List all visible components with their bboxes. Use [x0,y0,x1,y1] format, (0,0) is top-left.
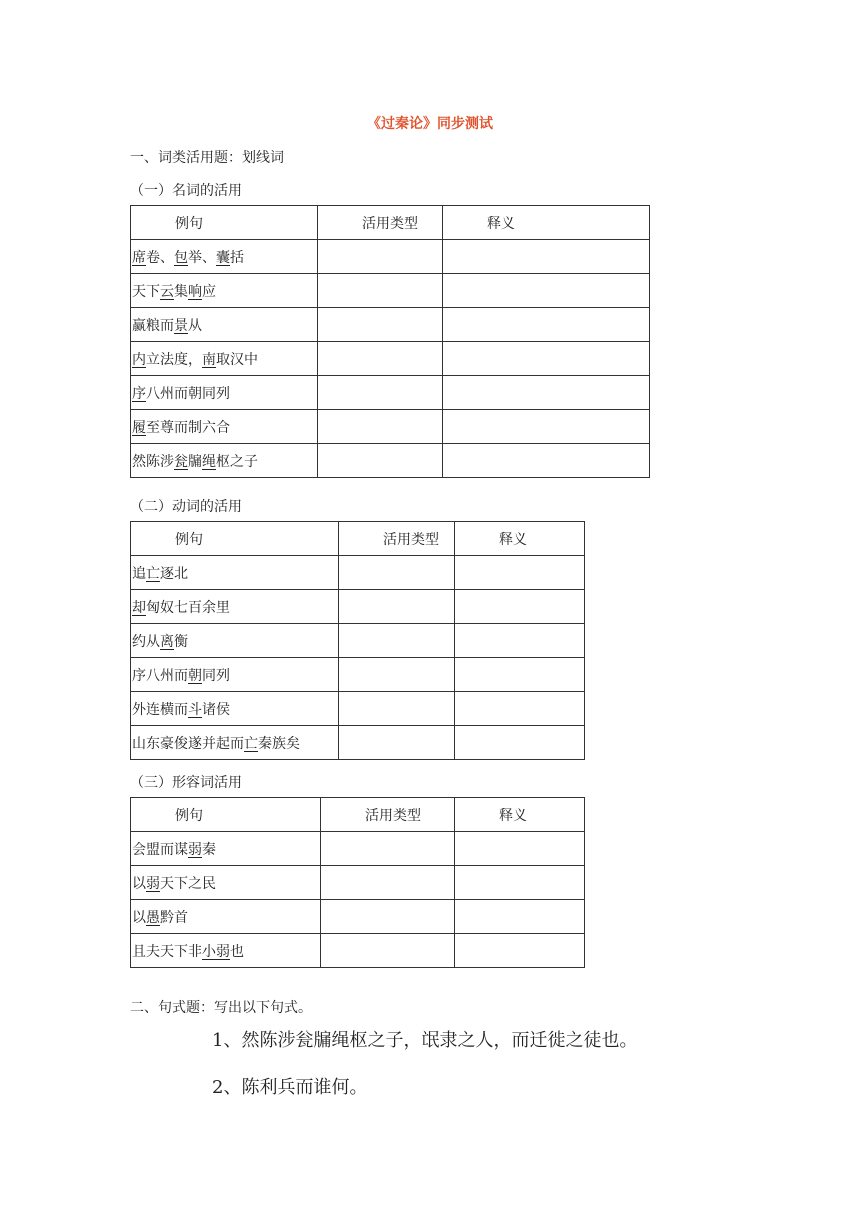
underlined-word: 斗 [188,701,202,718]
example-text: 至尊而制六合 [146,419,230,436]
example-text: 同列 [202,667,230,684]
type-cell[interactable] [318,376,443,410]
type-cell[interactable] [339,590,455,624]
example-cell [131,900,321,934]
underlined-word: 绳 [202,453,216,470]
example-text: 以 [132,875,146,892]
underlined-word: 云 [160,283,174,300]
example-cell [131,556,339,590]
table-row [131,624,585,658]
underlined-word: 序 [132,385,146,402]
header-type: 活用类型 [321,798,455,832]
table-row [131,342,650,376]
example-text: 集 [174,283,188,300]
type-cell[interactable] [339,692,455,726]
example-text: 外连横而 [132,701,188,718]
underlined-word: 囊 [216,249,230,266]
example-text: 以 [132,909,146,926]
example-text: 会盟而谋 [132,841,188,858]
underlined-word: 瓮 [174,453,188,470]
header-meaning: 释义 [455,798,585,832]
table-header-row [131,206,650,240]
underlined-word: 景 [174,317,188,334]
example-text: 从 [188,317,202,334]
example-text: 八州而朝同列 [146,385,230,402]
header-meaning: 释义 [455,522,585,556]
meaning-cell[interactable] [443,240,650,274]
meaning-cell[interactable] [455,832,585,866]
underlined-word: 席 [132,249,146,266]
meaning-cell[interactable] [455,866,585,900]
example-text: 括 [230,249,244,266]
table-row [131,866,585,900]
underlined-word: 南 [202,351,216,368]
example-cell [131,832,321,866]
example-cell [131,866,321,900]
verb-usage-table [130,521,585,760]
type-cell[interactable] [318,444,443,478]
table-row [131,658,585,692]
meaning-cell[interactable] [443,274,650,308]
example-text: 逐北 [160,565,188,582]
sentence-2: 2、陈利兵而谁何。 [212,1077,368,1098]
example-cell [131,692,339,726]
underlined-word: 履 [132,419,146,436]
example-cell [131,376,318,410]
header-meaning: 释义 [443,206,650,240]
table-header-row [131,522,585,556]
example-cell [131,590,339,624]
underlined-word: 包 [174,249,188,266]
type-cell[interactable] [321,900,455,934]
meaning-cell[interactable] [455,590,585,624]
example-text: 匈奴七百余里 [146,599,230,616]
section2-heading: 二、句式题：写出以下句式。 [130,1000,312,1016]
part3-label: （三）形容词活用 [130,775,242,791]
table-row [131,410,650,444]
table-row [131,376,650,410]
table-header-row [131,798,585,832]
example-text: 应 [202,283,216,300]
underlined-word: 离 [160,633,174,650]
example-text: 立法度， [146,351,202,368]
header-example: 例句 [131,522,339,556]
example-text: 且夫天下非 [132,943,202,960]
table-row [131,274,650,308]
underlined-word: 弱 [146,875,160,892]
type-cell[interactable] [318,342,443,376]
table-row [131,590,585,624]
example-text: 枢之子 [216,453,258,470]
underlined-word: 却 [132,599,146,616]
example-cell [131,410,318,444]
meaning-cell[interactable] [455,726,585,760]
table-row [131,832,585,866]
example-text: 然陈涉 [132,453,174,470]
type-cell[interactable] [318,410,443,444]
part2-label: （二）动词的活用 [130,499,242,515]
underlined-word: 亡 [244,735,258,752]
type-cell[interactable] [339,556,455,590]
type-cell[interactable] [339,624,455,658]
underlined-word: 小弱 [202,943,230,960]
meaning-cell[interactable] [443,308,650,342]
example-cell [131,624,339,658]
example-text: 黔首 [160,909,188,926]
example-cell [131,240,318,274]
example-cell [131,658,339,692]
header-example: 例句 [131,206,318,240]
meaning-cell[interactable] [455,624,585,658]
noun-usage-table [130,205,650,478]
header-type: 活用类型 [318,206,443,240]
underlined-word: 朝 [188,667,202,684]
example-text: 衡 [174,633,188,650]
table-row [131,444,650,478]
type-cell[interactable] [318,240,443,274]
table-row [131,934,585,968]
type-cell[interactable] [321,934,455,968]
type-cell[interactable] [321,866,455,900]
underlined-word: 愚 [146,909,160,926]
underlined-word: 内 [132,351,146,368]
type-cell[interactable] [318,308,443,342]
example-text: 赢粮而 [132,317,174,334]
example-text: 追 [132,565,146,582]
table-row [131,240,650,274]
meaning-cell[interactable] [443,342,650,376]
example-text: 秦族矣 [258,735,300,752]
table-row [131,556,585,590]
meaning-cell[interactable] [455,556,585,590]
table-row [131,900,585,934]
type-cell[interactable] [318,274,443,308]
meaning-cell[interactable] [443,410,650,444]
example-text: 天下 [132,283,160,300]
table-row [131,726,585,760]
meaning-cell[interactable] [455,934,585,968]
header-type: 活用类型 [339,522,455,556]
sentence-1: 1、然陈涉瓮牖绳枢之子，氓隶之人，而迁徙之徒也。 [212,1030,638,1051]
underlined-word: 亡 [146,565,160,582]
adjective-usage-table [130,797,585,968]
example-text: 诸侯 [202,701,230,718]
example-cell [131,308,318,342]
table-row [131,308,650,342]
example-text: 天下之民 [160,875,216,892]
example-text: 卷、 [146,249,174,266]
meaning-cell[interactable] [443,444,650,478]
example-text: 约从 [132,633,160,650]
example-text: 取汉中 [216,351,258,368]
underlined-word: 响 [188,283,202,300]
example-text: 牖 [188,453,202,470]
example-text: 也 [230,943,244,960]
section1-heading: 一、词类活用题：划线词 [130,150,284,166]
example-text: 序八州而 [132,667,188,684]
example-text: 秦 [202,841,216,858]
page-title: 《过秦论》同步测试 [367,116,493,132]
meaning-cell[interactable] [455,900,585,934]
example-text: 举、 [188,249,216,266]
table-row [131,692,585,726]
example-cell [131,726,339,760]
meaning-cell[interactable] [455,692,585,726]
header-example: 例句 [131,798,321,832]
example-text: 山东豪俊遂并起而 [132,735,244,752]
meaning-cell[interactable] [443,376,650,410]
example-cell [131,274,318,308]
example-cell [131,444,318,478]
type-cell[interactable] [321,832,455,866]
example-cell [131,342,318,376]
type-cell[interactable] [339,726,455,760]
type-cell[interactable] [339,658,455,692]
meaning-cell[interactable] [455,658,585,692]
example-cell [131,934,321,968]
underlined-word: 弱 [188,841,202,858]
part1-label: （一）名词的活用 [130,183,242,199]
